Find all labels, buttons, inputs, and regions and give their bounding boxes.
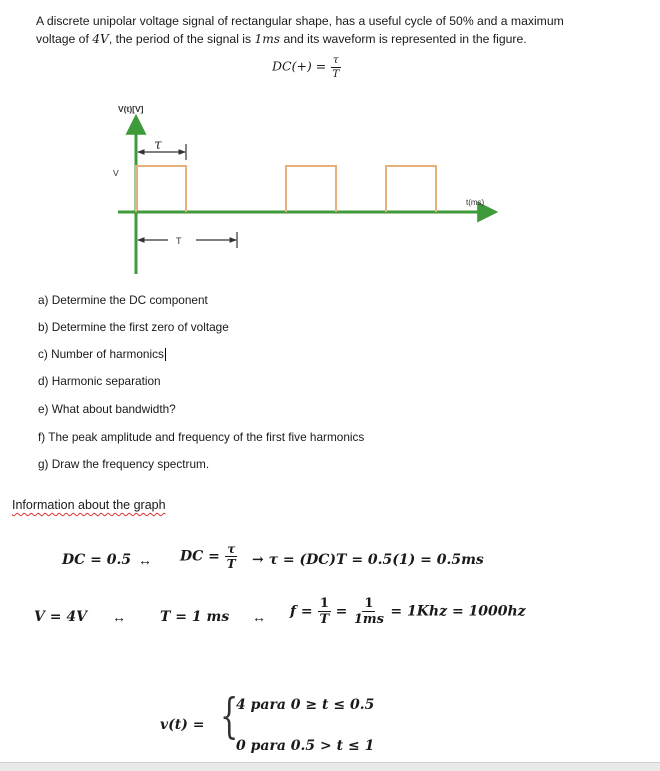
dc-formula: DC(+) = $\frac{\tau}{T}$ xyxy=(272,54,340,80)
max-voltage: 4V xyxy=(92,32,109,46)
x-axis-label: t(ms) xyxy=(466,198,485,207)
period-label: T xyxy=(176,236,182,246)
eq3-case-1: 4 para 0 ≥ t ≤ 0.5 xyxy=(236,697,375,713)
eq3-lhs: v(t) = xyxy=(160,717,205,733)
text-cursor xyxy=(165,348,166,361)
eq1-dc-value: DC = 0.5 xyxy=(62,552,132,568)
eq1-arrow: ↔ xyxy=(138,552,152,568)
eq2-voltage: V = 4V xyxy=(34,609,87,625)
pulse-2 xyxy=(286,166,336,212)
v-level-label: V xyxy=(113,168,119,178)
question-b: b) Determine the first zero of voltage xyxy=(38,320,229,334)
eq2-period: T = 1 ms xyxy=(160,609,230,625)
question-e: e) What about bandwidth? xyxy=(38,402,176,416)
waveform-figure xyxy=(96,98,506,284)
question-g: g) Draw the frequency spectrum. xyxy=(38,457,210,471)
intro-line-2: voltage of 4V, the period of the signal is 1ms and its waveform is represented in the figure. xyxy=(36,32,527,46)
question-d: d) Harmonic separation xyxy=(38,374,161,388)
question-c: c) Number of harmonics xyxy=(38,347,164,361)
eq2-frequency: f = $\frac{1}{T}$ = $\frac{1}{1ms}$ = 1Khz = 1000hz xyxy=(290,596,526,627)
intro-line-1: A discrete unipolar voltage signal of rectangular shape, has a useful cycle of 50% and a maximum xyxy=(36,14,564,28)
eq2-arrow-2: ↔ xyxy=(252,609,266,625)
problem-statement xyxy=(36,12,596,48)
eq2-arrow-1: ↔ xyxy=(112,609,126,625)
question-a: a) Determine the DC component xyxy=(38,293,208,307)
tau-label: τ xyxy=(154,137,162,153)
y-axis-label: V(t)[V] xyxy=(118,104,144,114)
period-value: 1ms xyxy=(254,32,281,46)
pulse-1 xyxy=(136,166,186,212)
pulse-3 xyxy=(386,166,436,212)
eq1-tau-result: → τ = (DC)T = 0.5(1) = 0.5ms xyxy=(252,552,484,568)
piecewise-brace: { xyxy=(220,688,239,744)
question-f: f) The peak amplitude and frequency of the first five harmonics xyxy=(38,430,365,444)
eq1-dc-formula: DC = $\frac{\tau}{T}$ xyxy=(180,542,236,571)
eq3-case-2: 0 para 0.5 > t ≤ 1 xyxy=(236,738,375,754)
info-heading: Information about the graph xyxy=(12,498,166,512)
